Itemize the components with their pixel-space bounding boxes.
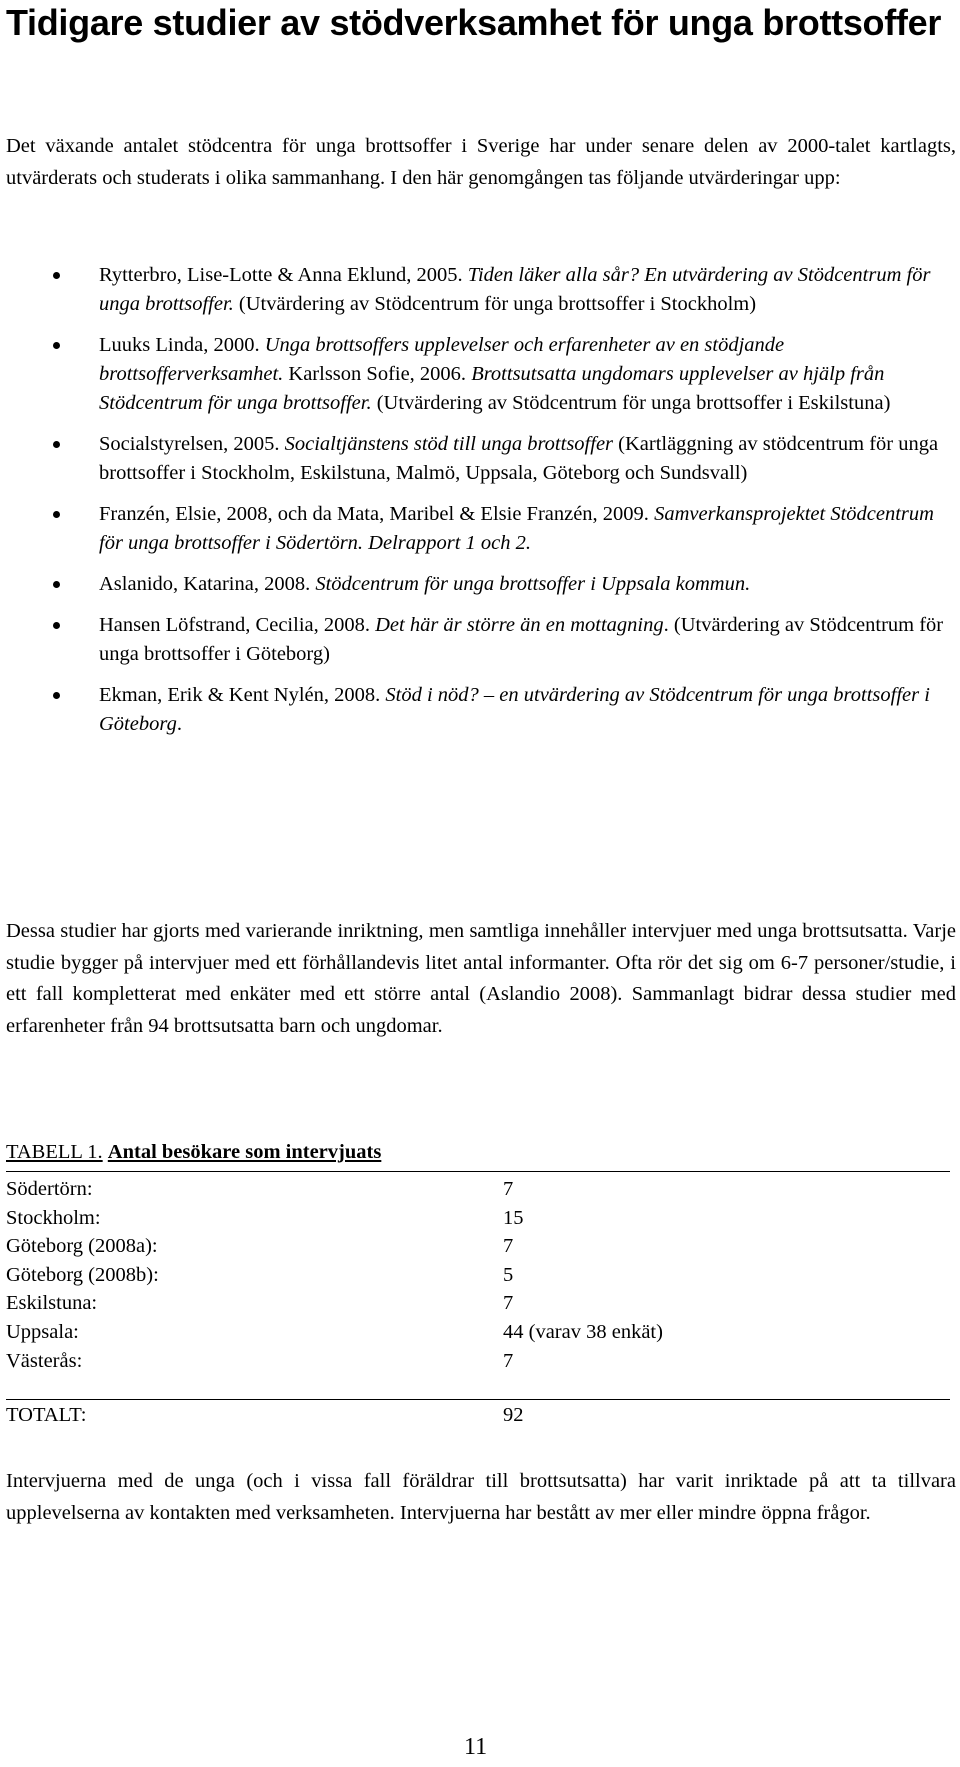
reference-item [0, 681, 960, 739]
reference-text: Hansen Löfstrand, Cecilia, 2008. [99, 614, 376, 636]
reference-title: Brottsutsatta ungdomars upplevelser av hjälp från Stödcentrum för unga brottsoffer. [99, 363, 885, 414]
table-cell-count: 15 [503, 1206, 524, 1229]
table-cell-count: 7 [503, 1235, 514, 1258]
summary-paragraph: Dessa studier har gjorts med varierande inriktning, men samtliga innehåller intervjuer med unga brottsutsatta. Varje studie bygger på intervjuer med ett förhållandevis litet antal informanter. Ofta rör det sig om 6-7 personer/studie, i ett fall kompletterat med enkäter med ett större antal (Aslandio 2008). Sammanlagt bidrar dessa studier med erfarenheter från 94 brottsutsatta barn och ungdomar. [6, 920, 956, 1037]
reference-item [0, 611, 960, 669]
table-title: Antal besökare som intervjuats [107, 1141, 382, 1163]
reference-text: Luuks Linda, 2000. [99, 334, 265, 356]
reference-text: Ekman, Erik & Kent Nylén, 2008. [99, 684, 386, 706]
total-label: TOTALT: [6, 1404, 87, 1426]
table-cell-count: 7 [503, 1292, 514, 1315]
table-row [6, 1204, 946, 1232]
page-title: Tidigare studier av stödverksamhet för unga brottsoffer [6, 2, 942, 43]
reference-text: . (Utvärdering av Stödcentrum för unga brottsoffer i Göteborg) [99, 614, 944, 665]
bullet-icon [53, 581, 60, 588]
reference-title: Det här är större än en mottagning [375, 614, 664, 636]
intro-paragraph: Det växande antalet stödcentra för unga brottsoffer i Sverige har under senare delen av 2000-talet kartlagts, utvärderats och studerats i olika sammanhang. I den här genomgången tas följande utvärderingar upp: [6, 135, 956, 189]
reference-title: Stöd i nöd? – en utvärdering av Stödcentrum för unga brottsoffer i Göteborg [99, 684, 930, 735]
table-cell-place: Göteborg (2008b): [6, 1263, 159, 1286]
bullet-icon [53, 511, 60, 518]
reference-text: Socialstyrelsen, 2005. [99, 433, 285, 455]
table-caption [6, 1138, 381, 1166]
reference-text: Rytterbro, Lise-Lotte & Anna Eklund, 2005. [99, 264, 468, 286]
reference-item [0, 430, 960, 488]
bullet-icon [53, 272, 60, 279]
reference-text: Franzén, Elsie, 2008, och da Mata, Maribel & Elsie Franzén, 2009. [99, 503, 655, 525]
table-row [6, 1347, 946, 1375]
table-cell-count: 44 (varav 38 enkät) [503, 1321, 663, 1343]
table-row [6, 1318, 946, 1346]
table-cell-count: 7 [503, 1349, 514, 1372]
reference-list [0, 261, 960, 751]
table-row [6, 1289, 946, 1317]
table-cell-place: Södertörn: [6, 1178, 93, 1200]
table-cell-place: Eskilstuna: [6, 1292, 98, 1315]
bullet-icon [53, 342, 60, 349]
reference-title: Socialtjänstens stöd till unga brottsoffer [284, 433, 614, 455]
bullet-icon [53, 622, 60, 629]
reference-text: (Utvärdering av Stödcentrum för unga brottsoffer i Stockholm) [233, 293, 757, 315]
table-cell-place: Uppsala: [6, 1321, 79, 1343]
reference-item [0, 261, 960, 319]
total-count: 92 [503, 1404, 524, 1426]
table-cell-place: Stockholm: [6, 1206, 101, 1229]
table-row [6, 1175, 946, 1203]
reference-text: Karlsson Sofie, 2006. [283, 363, 472, 385]
reference-title: Samverkansprojektet Stödcentrum för unga brottsoffer i Södertörn. Delrapport 1 och 2. [99, 503, 934, 554]
reference-item [0, 331, 960, 418]
table-number: TABELL 1. [6, 1141, 103, 1163]
table-cell-place: Västerås: [6, 1349, 83, 1372]
table-row [6, 1232, 946, 1260]
reference-title: Stödcentrum för unga brottsoffer i Uppsala kommun. [315, 573, 751, 595]
table-total-row [6, 1401, 946, 1429]
bullet-icon [53, 441, 60, 448]
table-top-rule [6, 1171, 950, 1172]
bullet-icon [53, 692, 60, 699]
reference-title: Tiden läker alla sår? En utvärdering av Stödcentrum för unga brottsoffer. [99, 264, 931, 315]
table-cell-place: Göteborg (2008a): [6, 1235, 158, 1258]
reference-text: Aslanido, Katarina, 2008. [99, 573, 316, 595]
page-number: 11 [464, 1734, 488, 1760]
reference-item [0, 570, 960, 599]
reference-text: (Kartläggning av stödcentrum för unga brottsoffer i Stockholm, Eskilstuna, Malmö, Uppsala, Göteborg och Sundsvall) [99, 433, 939, 484]
table-cell-count: 7 [503, 1178, 514, 1200]
table-cell-count: 5 [503, 1263, 514, 1286]
reference-text: . [176, 713, 182, 735]
reference-item [0, 500, 960, 558]
table-total-rule [6, 1399, 950, 1400]
reference-title: Unga brottsoffers upplevelser och erfarenheter av en stödjande brottsofferverksamhet. [99, 334, 785, 385]
reference-text: (Utvärdering av Stödcentrum för unga brottsoffer i Eskilstuna) [371, 392, 891, 414]
closing-paragraph: Intervjuerna med de unga (och i vissa fall föräldrar till brottsutsatta) har varit inriktade på att ta tillvara upplevelserna av kontakten med verksamheten. Intervjuerna har bestått av mer eller mindre öppna frågor. [6, 1470, 956, 1524]
table-row [6, 1261, 946, 1289]
